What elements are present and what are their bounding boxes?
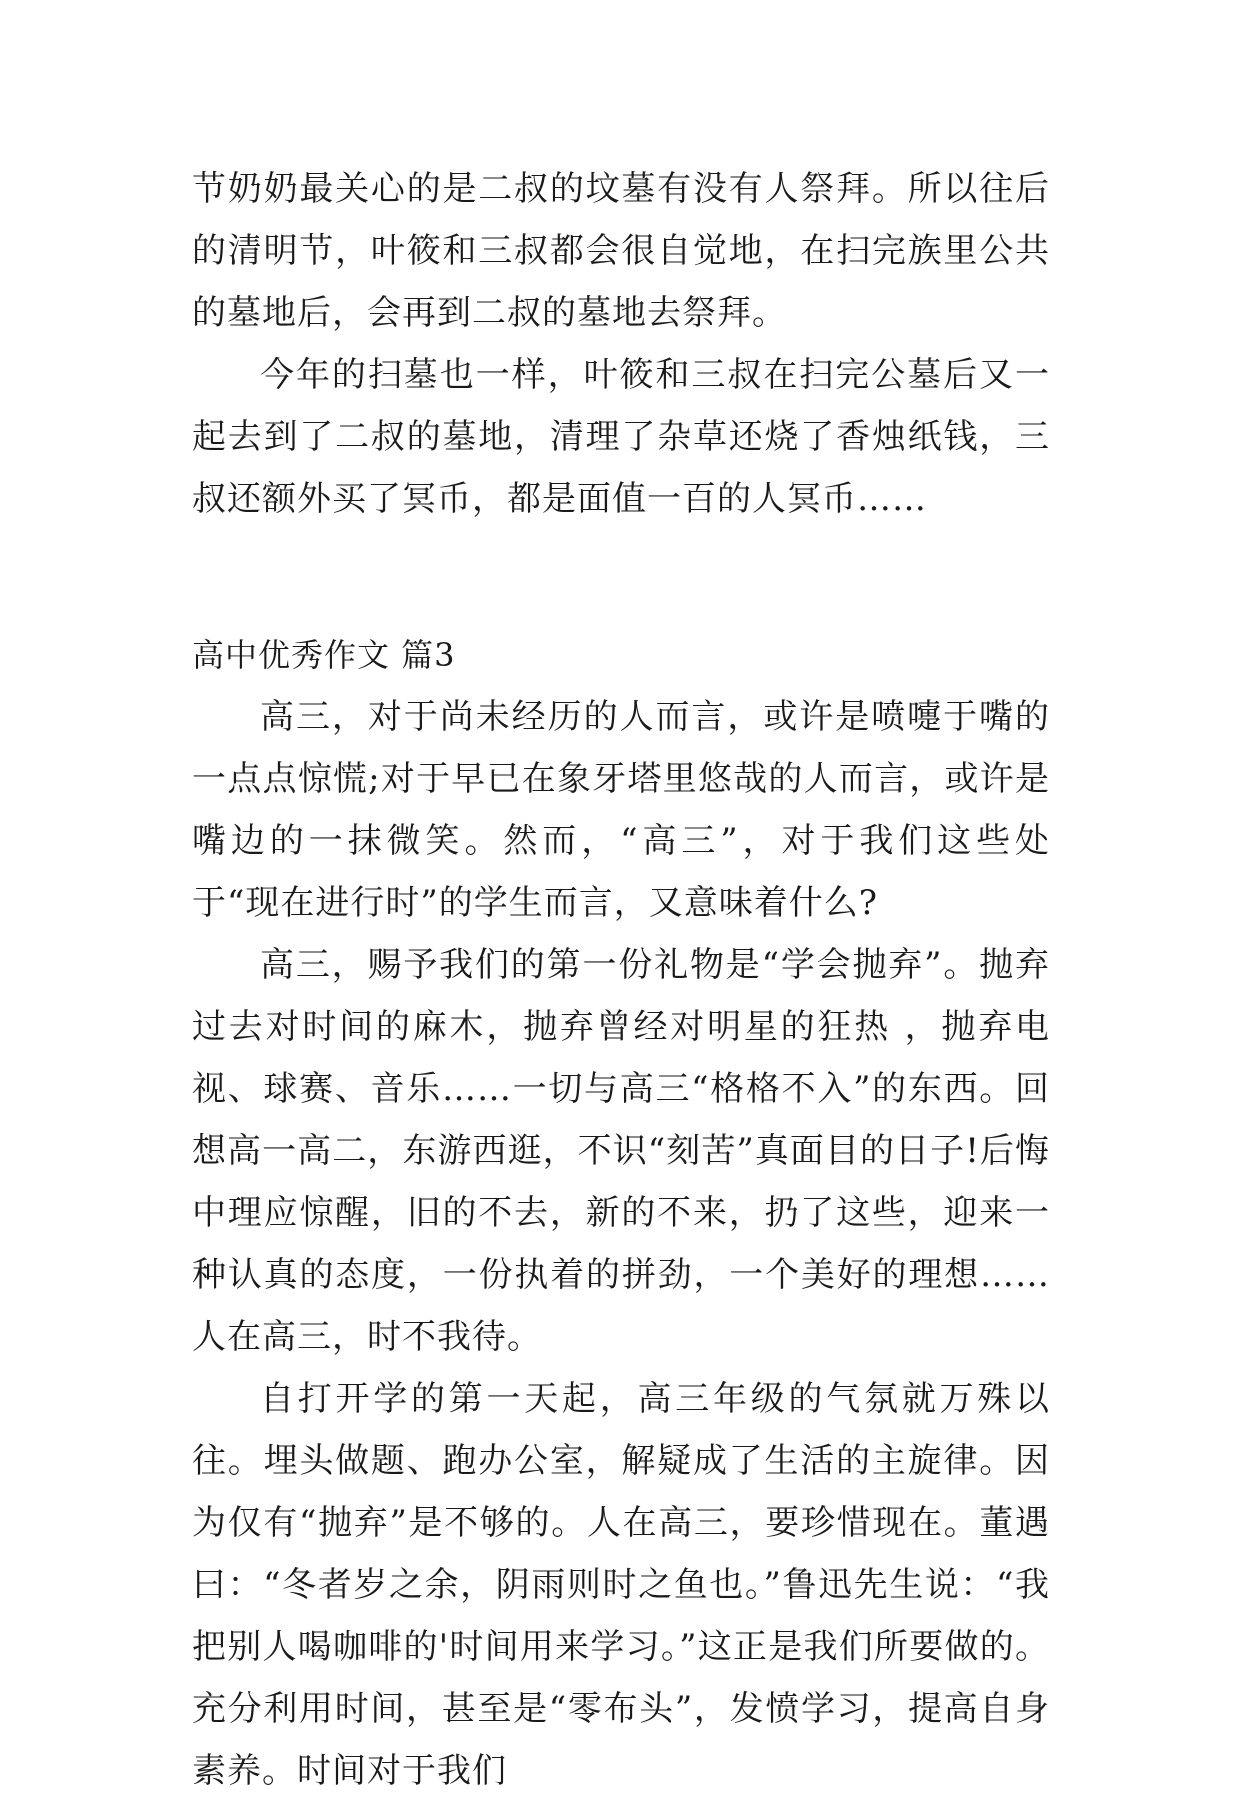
body-paragraph: 自打开学的第一天起，高三年级的气氛就万殊以往。埋头做题、跑办公室，解疑成了生活的主旋律。因为仅有“抛弃”是不够的。人在高三，要珍惜现在。董遇曰：“冬者岁之余，阴雨则时之鱼也。”鲁迅先生说：“我把别人喝咖啡的'时间用来学习。”这正是我们所要做的。充分利用时间，甚至是“零布头”，发愤学习，提高自身素养。时间对于我们 <box>192 1379 1050 1791</box>
body-paragraph: 高三，对于尚未经历的人而言，或许是喷嚏于嘴的一点点惊慌;对于早已在象牙塔里悠哉的人而言，或许是嘴边的一抹微笑。然而，“高三”，对于我们这些处于“现在进行时”的学生而言，又意味着什么? <box>192 697 1050 923</box>
document-page <box>192 158 1050 1802</box>
body-paragraph: 高三，赐予我们的第一份礼物是“学会抛弃”。抛弃过去对时间的麻木，抛弃曾经对明星的狂热 ，抛弃电视、球赛、音乐……一切与高三“格格不入”的东西。回想高一高二，东游西逛，不识“刻苦”真面目的日子!后悔中理应惊醒，旧的不去，新的不来，扔了这些，迎来一种认真的态度，一份执着的拼劲，一个美好的理想……人在高三，时不我待。 <box>192 945 1050 1357</box>
body-paragraph: 节奶奶最关心的是二叔的坟墓有没有人祭拜。所以往后的清明节，叶筱和三叔都会很自觉地，在扫完族里公共的墓地后，会再到二叔的墓地去祭拜。 <box>192 169 1050 333</box>
body-paragraph: 今年的扫墓也一样，叶筱和三叔在扫完公墓后又一起去到了二叔的墓地，清理了杂草还烧了香烛纸钱，三叔还额外买了冥币，都是面值一百的人冥币…… <box>192 355 1050 519</box>
section-title: 高中优秀作文 篇3 <box>192 636 456 674</box>
